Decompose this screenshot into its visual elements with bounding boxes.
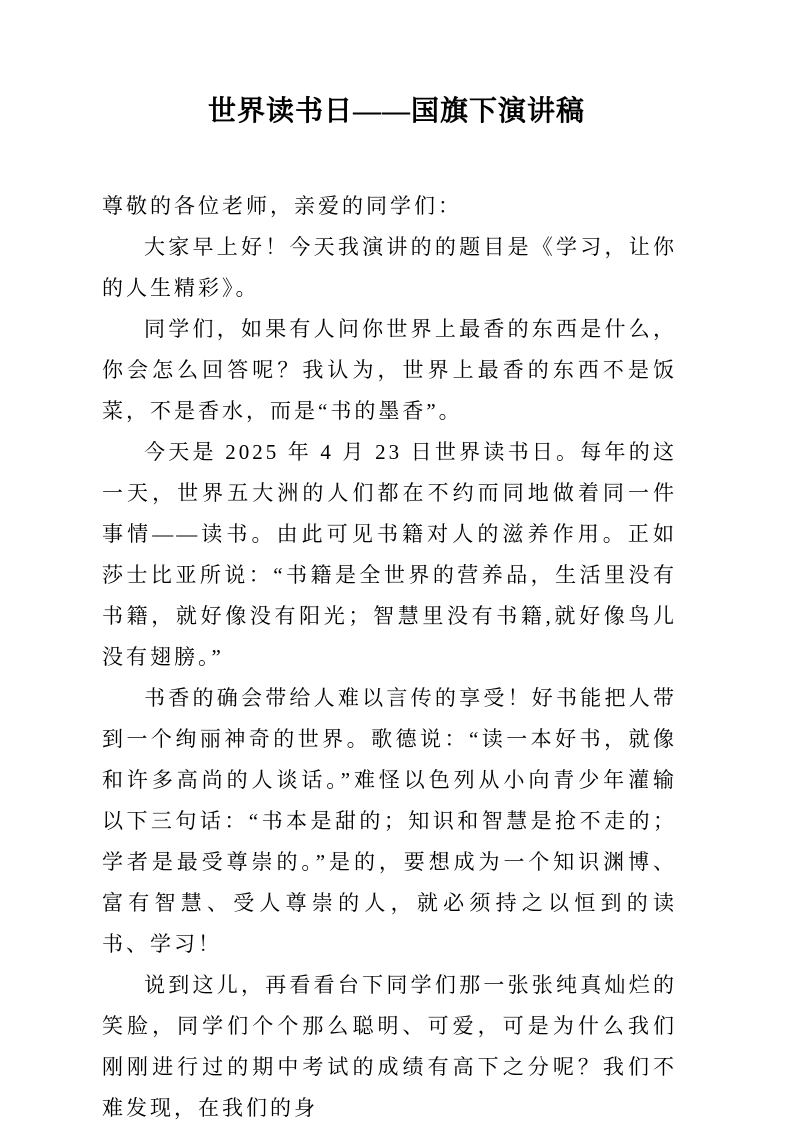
paragraph-fragrance-question: 同学们，如果有人问你世界上最香的东西是什么，你会怎么回答呢？我认为，世界上最香的东西不是饭菜，不是香水，而是“书的墨香”。	[102, 317, 677, 423]
paragraph-greeting: 大家早上好！今天我演讲的的题目是《学习，让你的人生精彩》。	[102, 235, 677, 300]
paragraph-salutation: 尊敬的各位老师，亲爱的同学们：	[102, 194, 462, 218]
paragraph-exam-reflection: 说到这儿，再看看台下同学们那一张张纯真灿烂的笑脸，同学们个个那么聪明、可爱，可是为什么我们刚刚进行过的期中考试的成绩有高下之分呢？我们不难发现，在我们的身	[102, 973, 677, 1120]
document-title: 世界读书日——国旗下演讲稿	[207, 96, 585, 127]
paragraph-world-reading-day: 今天是 2025 年 4 月 23 日世界读书日。每年的这一天，世界五大洲的人们都在不约而同地做着同一件事情——读书。由此可见书籍对人的滋养作用。正如莎士比亚所说：“书籍是全世界的营养品，生活里没有书籍，就好像没有阳光；智慧里没有书籍,就好像鸟儿没有翅膀。”	[102, 440, 677, 669]
paragraph-book-enjoyment: 书香的确会带给人难以言传的享受！好书能把人带到一个绚丽神奇的世界。歌德说：“读一本好书，就像和许多高尚的人谈话。”难怪以色列从小向青少年灌输以下三句话：“书本是甜的；知识和智慧是抢不走的；学者是最受尊崇的。”是的，要想成为一个知识渊博、富有智慧、受人尊崇的人，就必须持之以恒到的读书、学习！	[102, 686, 677, 956]
document-body	[0, 186, 793, 1122]
